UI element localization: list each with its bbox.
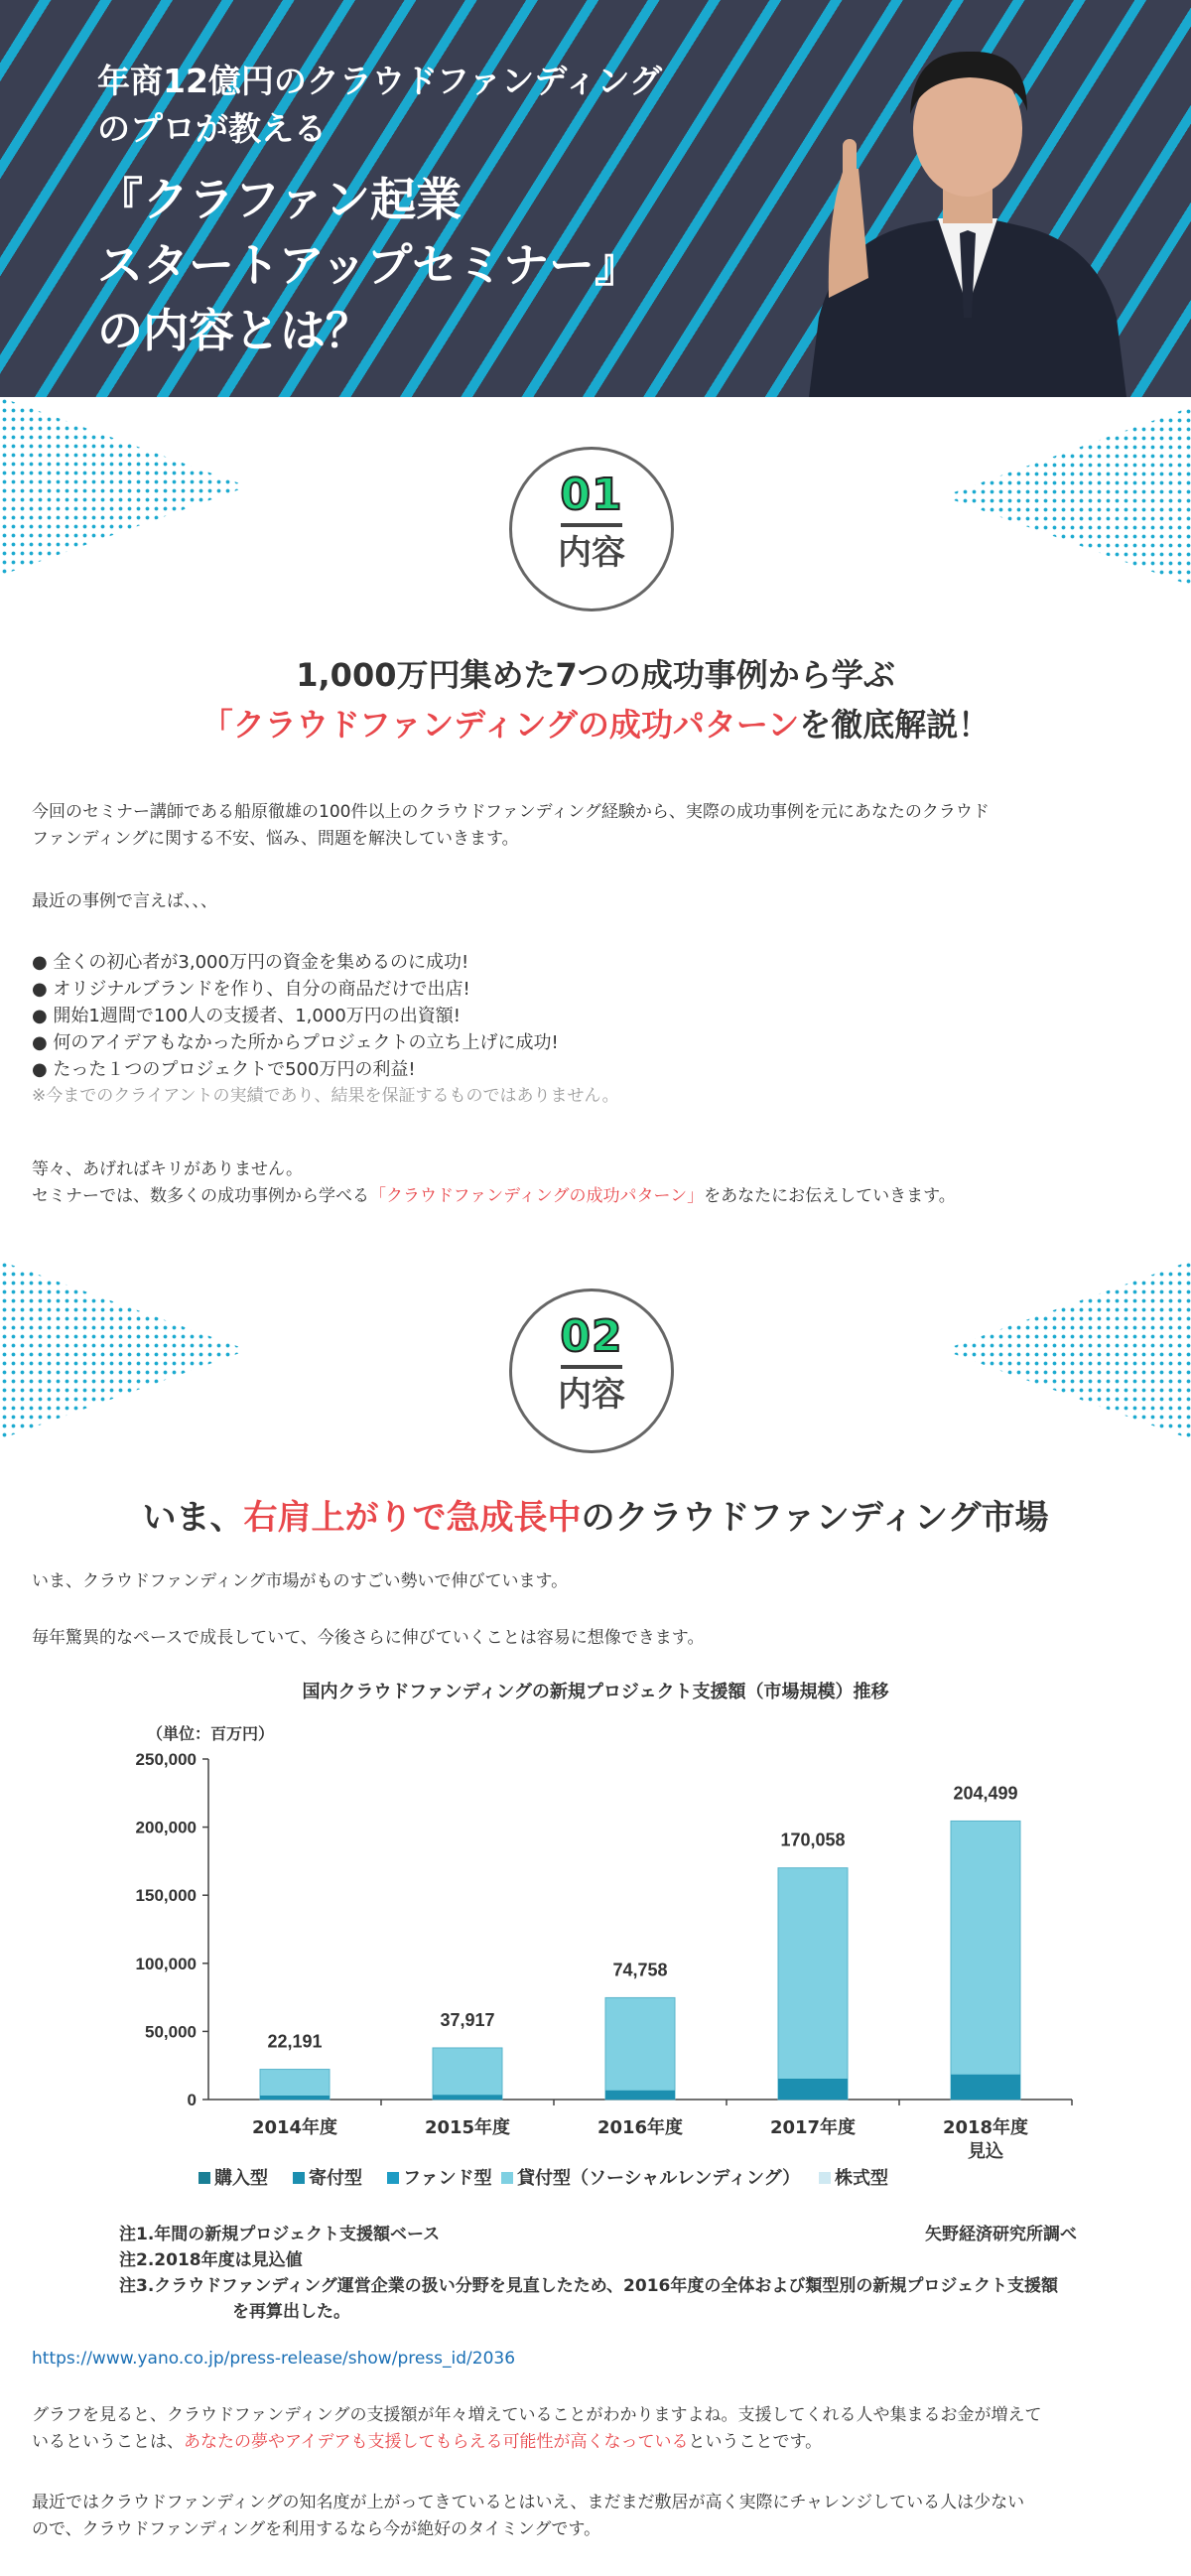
legend-swatch	[501, 2172, 513, 2184]
chart-bar-segment	[260, 2096, 330, 2100]
x-tick-label: 2016年度	[596, 2117, 684, 2138]
section1-closing	[32, 1156, 1163, 1210]
legend-swatch	[198, 2172, 210, 2184]
closing-line1: 等々、あげればキリがありません。	[32, 1159, 304, 1179]
hero-title-line2: スタートアップセミナー』	[97, 238, 640, 292]
section2-heading-post: のクラウドファンディング市場	[581, 1498, 1049, 1538]
chart-note: 注1.年間の新規プロジェクト支援額ベース	[119, 2225, 441, 2244]
chart-bar-segment	[951, 2075, 1020, 2100]
chart-bar	[778, 1868, 848, 2100]
list-item: ● 開始1週間で100人の支援者、1,000万円の出資額!	[32, 1006, 461, 1026]
legend-label: 貸付型（ソーシャルレンディング）	[517, 2168, 801, 2189]
hero-title-block	[97, 58, 662, 363]
body2-line1: 最近ではクラウドファンディングの知名度が上がってきているとはいえ、まだまだ敷居が高く実際にチャレンジしている人は少ない	[32, 2493, 1025, 2512]
chart-bar-segment	[605, 2091, 675, 2100]
intro-line1: 今回のセミナー講師である船原徹雄の100件以上のクラウドファンディング経験から、実際の成功事例を元にあなたのクラウド	[32, 802, 990, 822]
legend-label: 寄付型	[309, 2168, 362, 2189]
badge-label: 内容	[558, 533, 625, 573]
chart-title: 国内クラウドファンディングの新規プロジェクト支援額（市場規模）推移	[302, 1682, 889, 1702]
presenter-photo	[749, 20, 1186, 397]
chart-bar-segment	[433, 2095, 502, 2100]
dot-pattern-right-2	[943, 1261, 1191, 1439]
section1-heading-line2	[0, 700, 1191, 749]
source-link-wrap	[32, 2346, 1163, 2373]
hero-title-line3: の内容とは？	[97, 304, 371, 357]
legend-swatch	[819, 2172, 831, 2184]
section1-heading-highlight: 「クラウドファンディングの成功パターン	[200, 706, 800, 744]
section2-heading	[0, 1493, 1191, 1543]
y-tick-label: 100,000	[135, 1954, 197, 1973]
y-tick-label: 250,000	[135, 1750, 197, 1769]
x-tick-label: 2015年度	[424, 2117, 511, 2138]
x-tick-label: 2018年度	[942, 2117, 1029, 2138]
body1-post: ということです。	[688, 2432, 823, 2452]
hero-title-line1: 『クラファン起業	[97, 173, 463, 226]
x-tick-label: 2014年度	[251, 2117, 338, 2138]
legend-swatch	[387, 2172, 399, 2184]
section2-line2: 毎年驚異的なペースで成長していて、今後さらに伸びていくことは容易に想像できます。	[32, 1628, 705, 1648]
closing-highlight: 「クラウドファンディングの成功パターン」	[369, 1186, 705, 1206]
section2-heading-highlight: 右肩上がりで急成長中	[243, 1498, 582, 1538]
chart-svg	[99, 1678, 1092, 2353]
x-tick-note: 見込	[968, 2141, 1003, 2162]
dot-pattern-left-1	[0, 397, 248, 576]
dot-pattern-left-2	[0, 1261, 248, 1439]
badge-number: 01	[560, 470, 623, 520]
section1-heading-line1: 1,000万円集めた7つの成功事例から学ぶ	[296, 656, 895, 694]
section-badge-02	[509, 1288, 674, 1453]
hero-banner	[0, 0, 1191, 397]
chart-bar	[605, 1997, 675, 2100]
bar-value-label: 74,758	[612, 1960, 668, 1980]
chart-source: 矢野経済研究所調べ	[925, 2225, 1077, 2244]
chart-note: 注3.クラウドファンディング運営企業の扱い分野を見直したため、2016年度の全体および類型別の新規プロジェクト支援額	[119, 2276, 1059, 2296]
legend-swatch	[293, 2172, 305, 2184]
chart-bar	[260, 2070, 330, 2100]
section2-heading-pre: いま、	[142, 1498, 244, 1538]
badge-number: 02	[560, 1311, 623, 1362]
section2-body1	[32, 2402, 1163, 2456]
list-item: ● たった１つのプロジェクトで500万円の利益!	[32, 1059, 416, 1080]
intro-line2: ファンディングに関する不安、悩み、問題を解決していきます。	[32, 829, 519, 849]
hero-subtitle-line2: のプロが教える	[97, 109, 327, 148]
closing-post: をあなたにお伝えしていきます。	[704, 1186, 956, 1206]
section2-body2	[32, 2490, 1163, 2543]
section2-line1: いま、クラウドファンディング市場がものすごい勢いで伸びています。	[32, 1571, 569, 1591]
legend-label: 購入型	[214, 2168, 268, 2189]
badge-divider	[561, 523, 622, 527]
section-badge-01	[509, 447, 674, 611]
hero-subtitle-line1: 年商12億円のクラウドファンディング	[97, 62, 662, 100]
badge-divider	[561, 1365, 622, 1369]
examples-lead: 最近の事例で言えば、、、	[32, 891, 217, 911]
closing-pre: セミナーでは、数多くの成功事例から学べる	[32, 1186, 369, 1206]
chart-bar	[433, 2048, 502, 2100]
section1-intro	[32, 799, 1163, 853]
bar-value-label: 170,058	[780, 1830, 846, 1850]
disclaimer-note: ※今までのクライアントの実績であり、結果を保証するものではありません。	[32, 1086, 619, 1106]
y-tick-label: 150,000	[135, 1886, 197, 1906]
chart-note: 注2.2018年度は見込値	[119, 2250, 303, 2270]
list-item: ● 何のアイデアもなかった所からプロジェクトの立ち上げに成功!	[32, 1032, 559, 1053]
chart-bar	[951, 1821, 1020, 2100]
badge-label: 内容	[558, 1375, 625, 1415]
legend-label: ファンド型	[403, 2168, 492, 2189]
y-tick-label: 0	[187, 2091, 197, 2109]
legend-label: 株式型	[835, 2168, 888, 2189]
section1-heading	[0, 650, 1191, 749]
dot-pattern-right-1	[943, 407, 1191, 586]
y-tick-label: 50,000	[145, 2022, 197, 2042]
list-item: ● オリジナルブランドを作り、自分の商品だけで出店!	[32, 979, 470, 1000]
source-link[interactable]: https://www.yano.co.jp/press-release/show/press_id/2036	[32, 2349, 516, 2369]
body2-line2: ので、クラウドファンディングを利用するなら今が絶好のタイミングです。	[32, 2519, 601, 2539]
chart-note: を再算出した。	[232, 2302, 350, 2322]
bar-value-label: 22,191	[267, 2031, 323, 2052]
x-tick-label: 2017年度	[769, 2117, 857, 2138]
body1-line1: グラフを見ると、クラウドファンディングの支援額が年々増えていることがわかりますよね。支援してくれる人や集まるお金が増えて	[32, 2405, 1042, 2425]
section1-heading-rest: を徹底解説！	[799, 706, 991, 744]
bar-value-label: 37,917	[440, 2009, 495, 2030]
chart-bar-segment	[778, 2079, 848, 2100]
y-tick-label: 200,000	[135, 1818, 197, 1837]
list-item: ● 全くの初心者が3,000万円の資金を集めるのに成功!	[32, 952, 469, 973]
bar-value-label: 204,499	[953, 1783, 1018, 1804]
chart-unit-label: （単位：百万円）	[147, 1724, 275, 1743]
body1-highlight: あなたの夢やアイデアも支援してもらえる可能性が高くなっている	[184, 2432, 689, 2452]
body1-pre: いるということは、	[32, 2432, 184, 2452]
market-chart	[99, 1678, 1092, 2353]
